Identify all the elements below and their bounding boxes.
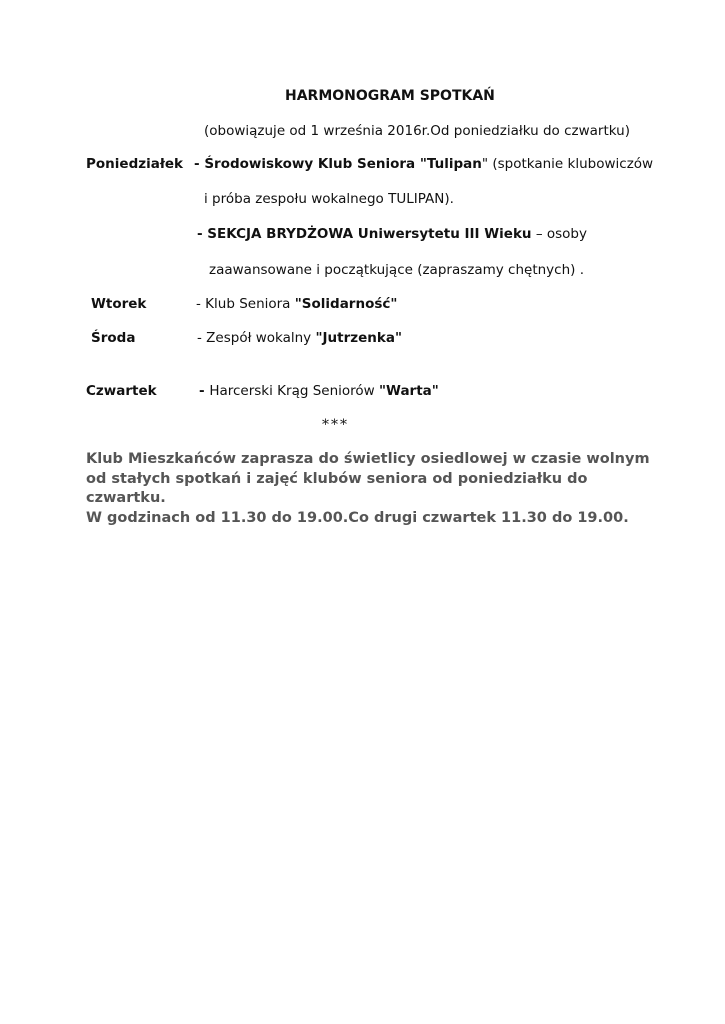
- monday-item-1: [194, 156, 653, 172]
- monday-item-2: [197, 226, 587, 242]
- separator-stars: ***: [322, 417, 349, 433]
- day-monday: Poniedziałek: [86, 156, 183, 172]
- monday-item-2-desc: – osoby: [531, 226, 587, 242]
- wednesday-dash: -: [197, 330, 207, 346]
- thursday-desc: Harcerski Krąg Seniorów: [209, 383, 379, 399]
- monday-item-2-name: - SEKCJA BRYDŻOWA Uniwersytetu III Wieku: [197, 226, 532, 242]
- tuesday-item: [196, 296, 397, 312]
- document-subtitle: (obowiązuje od 1 września 2016r.Od poniedziałku do czwartku): [204, 123, 630, 139]
- wednesday-desc: Zespół wokalny: [206, 330, 316, 346]
- club-note-paragraph-1: Klub Mieszkańców zaprasza do świetlicy osiedlowej w czasie wolnym od stałych spotkań i zajęć klubów seniora od poniedziałku do czwartku.: [86, 451, 650, 506]
- wednesday-item: [197, 330, 402, 346]
- thursday-item: [199, 383, 439, 399]
- monday-item-2-line-2: zaawansowane i początkujące (zapraszamy chętnych) .: [209, 262, 585, 278]
- club-note-paragraph-2: W godzinach od 11.30 do 19.00.Co drugi czwartek 11.30 do 19.00.: [86, 509, 629, 526]
- document-title: HARMONOGRAM SPOTKAŃ: [285, 88, 495, 104]
- monday-item-1-name: Środowiskowy Klub Seniora "Tulipan: [204, 156, 482, 172]
- monday-item-1-dash: -: [194, 156, 205, 172]
- thursday-name: "Warta": [379, 383, 439, 399]
- wednesday-name: "Jutrzenka": [315, 330, 402, 346]
- day-tuesday: Wtorek: [91, 296, 147, 312]
- monday-item-1-line-2: i próba zespołu wokalnego TULIPAN).: [204, 191, 454, 207]
- day-wednesday: Środa: [91, 330, 136, 346]
- tuesday-desc: Klub Seniora: [205, 296, 295, 312]
- club-note: [86, 450, 666, 528]
- thursday-dash: -: [199, 383, 210, 399]
- tuesday-dash: -: [196, 296, 206, 312]
- day-thursday: Czwartek: [86, 383, 157, 399]
- monday-item-1-desc: " (spotkanie klubowiczów: [481, 156, 654, 172]
- tuesday-name: "Solidarność": [294, 296, 398, 312]
